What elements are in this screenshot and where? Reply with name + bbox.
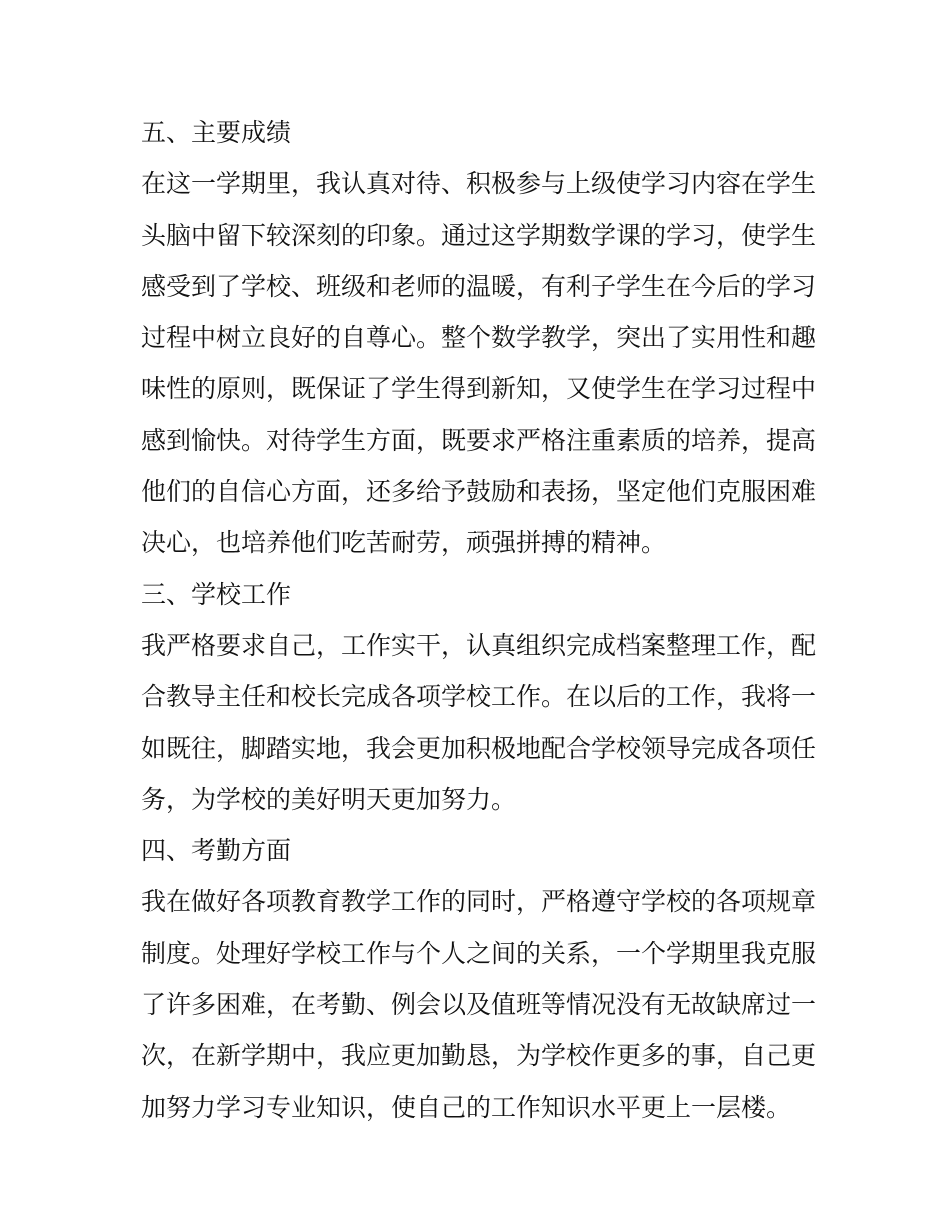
paragraph-line: 在这一学期里，我认真对待、积极参与上级使学习内容在学生 [141,169,817,199]
paragraph-line: 制度。处理好学校工作与个人之间的关系，一个学期里我克服 [141,938,817,968]
paragraph-line: 加努力学习专业知识，使自己的工作知识水平更上一层楼。 [141,1092,792,1122]
paragraph-line: 感受到了学校、班级和老师的温暖，有利子学生在今后的学习 [141,271,817,301]
section-heading-achievements: 五、主要成绩 [141,118,292,147]
paragraph-line: 过程中树立良好的自尊心。整个数学教学，突出了实用性和趣 [141,323,817,353]
paragraph-line: 了许多困难，在考勤、例会以及值班等情况没有无故缺席过一 [141,990,817,1020]
paragraph-line: 决心，也培养他们吃苦耐劳，顽强拼搏的精神。 [141,528,667,558]
paragraph-line: 我严格要求自己，工作实干，认真组织完成档案整理工作，配 [141,630,817,660]
paragraph-line: 次，在新学期中，我应更加勤恳，为学校作更多的事，自己更 [141,1041,817,1071]
paragraph-line: 如既往，脚踏实地，我会更加积极地配合学校领导完成各项任 [141,733,817,763]
document-body [141,107,821,1133]
paragraph-line: 味性的原则，既保证了学生得到新知，又使学生在学习过程中 [141,374,817,404]
paragraph-line: 我在做好各项教育教学工作的同时，严格遵守学校的各项规章 [141,887,817,917]
section-heading-school-work: 三、学校工作 [141,579,292,609]
paragraph-line: 头脑中留下较深刻的印象。通过这学期数学课的学习，使学生 [141,220,817,250]
paragraph-line: 他们的自信心方面，还多给予鼓励和表扬，坚定他们克服困难 [141,477,817,507]
paragraph-line: 感到愉快。对待学生方面，既要求严格注重素质的培养，提高 [141,425,817,455]
paragraph-line: 务，为学校的美好明天更加努力。 [141,784,517,814]
section-heading-attendance: 四、考勤方面 [141,836,292,866]
paragraph-line: 合教导主任和校长完成各项学校工作。在以后的工作，我将一 [141,682,817,712]
